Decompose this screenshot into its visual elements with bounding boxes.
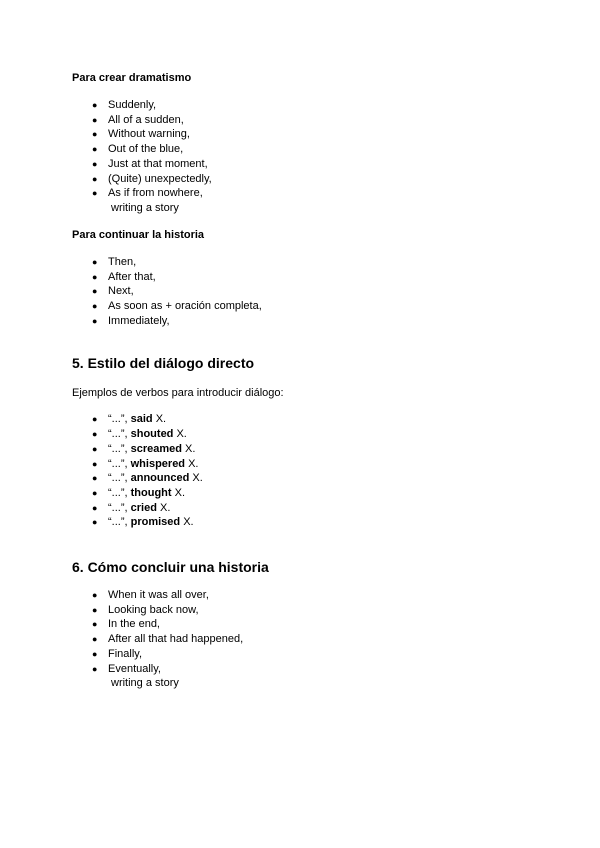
bullet-icon: ●	[92, 129, 98, 140]
bullet-icon: ●	[92, 114, 98, 125]
verb-text: thought	[130, 486, 172, 499]
list-item: ● (Quite) unexpectedly,	[92, 172, 212, 185]
bullet-icon: ●	[92, 443, 98, 454]
bullet-icon: ●	[92, 663, 98, 674]
verb-text: whispered	[130, 457, 186, 470]
conclude-note: writing a story	[111, 677, 179, 690]
bullet-icon: ●	[92, 315, 98, 326]
quote-prefix: “...”,	[108, 457, 128, 470]
bullet-icon: ●	[92, 473, 98, 484]
quote-prefix: “...”,	[108, 413, 128, 426]
section-conclude	[72, 558, 542, 690]
list-item: ● Immediately,	[92, 314, 170, 327]
quote-prefix: “...”,	[108, 472, 128, 485]
list-item: ● After that,	[92, 270, 156, 283]
bullet-icon: ●	[92, 502, 98, 513]
list-item: ● As if from nowhere,	[92, 187, 203, 200]
verb-text: said	[130, 413, 153, 426]
bullet-icon: ●	[92, 590, 98, 601]
conclude-title: 6. Cómo concluir una historia	[72, 559, 269, 576]
section-dramatism	[72, 70, 542, 215]
bullet-icon: ●	[92, 414, 98, 425]
verb-suffix: X.	[189, 472, 203, 485]
bullet-icon: ●	[92, 517, 98, 528]
verb-text: shouted	[130, 428, 174, 441]
bullet-icon: ●	[92, 100, 98, 110]
dialogue-item	[72, 442, 542, 457]
verb-text: cried	[130, 501, 157, 514]
dialogue-title: 5. Estilo del diálogo directo	[72, 355, 255, 372]
bullet-icon: ●	[92, 144, 98, 155]
conclude-list	[72, 588, 542, 676]
list-item: ● Just at that moment,	[92, 157, 208, 170]
bullet-icon: ●	[92, 604, 98, 615]
bullet-icon: ●	[92, 256, 98, 267]
bullet-icon: ●	[92, 429, 98, 440]
list-item: ● Looking back now,	[92, 603, 199, 616]
verb-suffix: X.	[171, 486, 186, 499]
list-item: ● Suddenly,	[92, 99, 157, 111]
bullet-icon: ●	[92, 173, 98, 184]
verb-suffix: X.	[182, 442, 196, 455]
dialogue-item	[72, 486, 542, 501]
section-dialogue	[72, 354, 542, 530]
bullet-icon: ●	[92, 634, 98, 645]
verb-suffix: X.	[185, 457, 199, 470]
list-item: ● When it was all over,	[92, 589, 209, 602]
list-item: ● Out of the blue,	[92, 143, 184, 156]
list-item: ● Then,	[92, 255, 137, 268]
quote-prefix: “...”,	[108, 428, 128, 441]
verb-suffix: X.	[180, 516, 194, 529]
quote-prefix: “...”,	[108, 501, 128, 514]
list-item: ● Finally,	[92, 647, 143, 660]
dramatism-list	[72, 98, 542, 201]
quote-prefix: “...”,	[108, 516, 128, 529]
section-continue	[72, 227, 542, 329]
list-item: ● As soon as + oración completa,	[92, 300, 262, 313]
dialogue-intro: Ejemplos de verbos para introducir diálogo:	[72, 387, 284, 400]
list-item: ● Without warning,	[92, 128, 190, 141]
bullet-icon: ●	[92, 619, 98, 630]
verb-suffix: X.	[152, 413, 167, 426]
list-item: ● After all that had happened,	[92, 633, 244, 646]
verb-suffix: X.	[173, 428, 187, 441]
verb-text: screamed	[130, 442, 182, 455]
bullet-icon: ●	[92, 458, 98, 469]
continue-heading: Para continuar la historia	[72, 228, 205, 241]
verb-text: announced	[130, 472, 190, 485]
verb-suffix: X.	[156, 501, 171, 514]
document-page	[72, 70, 542, 690]
list-item: ● All of a sudden,	[92, 113, 184, 126]
dialogue-item	[72, 471, 542, 486]
bullet-icon: ●	[92, 271, 98, 282]
list-item: ● Next,	[92, 285, 134, 298]
quote-prefix: “...”,	[108, 442, 128, 455]
bullet-icon: ●	[92, 648, 98, 659]
dialogue-item	[72, 427, 542, 442]
dialogue-item	[72, 457, 542, 472]
bullet-icon: ●	[92, 158, 98, 169]
list-item: ● In the end,	[92, 618, 160, 631]
dialogue-item	[72, 501, 542, 516]
continue-list	[72, 255, 542, 329]
bullet-icon: ●	[92, 188, 98, 199]
dialogue-item	[72, 412, 542, 427]
dramatism-note: writing a story	[111, 201, 179, 214]
quote-prefix: “...”,	[108, 486, 128, 499]
bullet-icon: ●	[92, 487, 98, 498]
verb-text: promised	[130, 516, 181, 529]
bullet-icon: ●	[92, 301, 98, 312]
bullet-icon: ●	[92, 286, 98, 297]
dramatism-heading: Para crear dramatismo	[72, 72, 192, 84]
dialogue-list	[72, 412, 542, 530]
list-item: ● Eventually,	[92, 662, 161, 675]
dialogue-item	[72, 515, 542, 530]
